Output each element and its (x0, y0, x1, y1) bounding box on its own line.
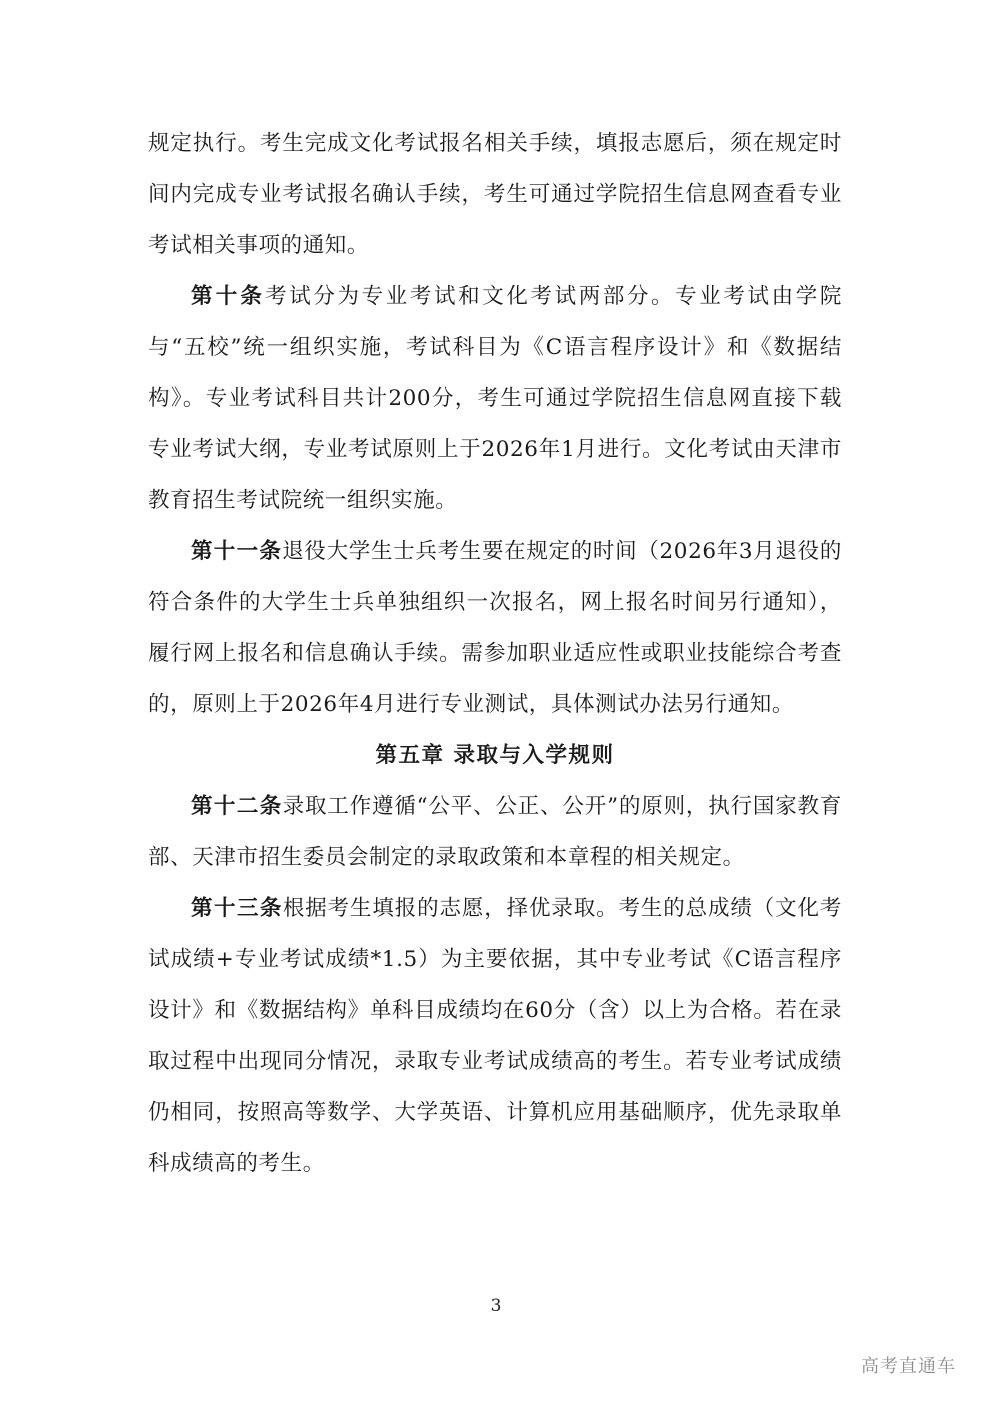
article-label-12: 第十二条 (191, 794, 283, 819)
paragraph-text: 规定执行。考生完成文化考试报名相关手续，填报志愿后，须在规定时间内完成专业考试报名确认手续，考生可通过学院招生信息网查看专业考试相关事项的通知。 (148, 131, 842, 258)
paragraph-article-13 (148, 883, 842, 1189)
page-number: 3 (490, 1296, 502, 1316)
paragraph-text: 退役大学生士兵考生要在规定的时间（2026年3月退役的符合条件的大学生士兵单独组织一次报名，网上报名时间另行通知），履行网上报名和信息确认手续。需参加职业适应性或职业技能综合考查的，原则上于2026年4月进行专业测试，具体测试办法另行通知。 (148, 539, 842, 717)
article-label-11: 第十一条 (191, 539, 283, 564)
watermark: 高考直通车 (861, 1356, 956, 1377)
paragraph-article-10 (148, 271, 842, 526)
paragraph-text: 录取工作遵循“公平、公正、公开”的原则，执行国家教育部、天津市招生委员会制定的录取政策和本章程的相关规定。 (148, 794, 842, 870)
paragraph-article-12 (148, 781, 842, 883)
paragraph-text: 考试分为专业考试和文化考试两部分。专业考试由学院与“五校”统一组织实施，考试科目为《C语言程序设计》和《数据结构》。专业考试科目共计200分，考生可通过学院招生信息网直接下载专业考试大纲，专业考试原则上于2026年1月进行。文化考试由天津市教育招生考试院统一组织实施。 (148, 284, 842, 513)
paragraph-continuation (148, 118, 842, 271)
article-label-13: 第十三条 (191, 896, 283, 921)
paragraph-article-11 (148, 526, 842, 730)
document-body (148, 118, 842, 1189)
article-label-10: 第十条 (191, 284, 266, 309)
chapter-heading: 第五章 录取与入学规则 (375, 743, 615, 768)
paragraph-text: 根据考生填报的志愿，择优录取。考生的总成绩（文化考试成绩+专业考试成绩*1.5）为主要依据，其中专业考试《C语言程序设计》和《数据结构》单科目成绩均在60分（含）以上为合格。若在录取过程中出现同分情况，录取专业考试成绩高的考生。若专业考试成绩仍相同，按照高等数学、大学英语、计算机应用基础顺序，优先录取单科成绩高的考生。 (148, 896, 842, 1176)
